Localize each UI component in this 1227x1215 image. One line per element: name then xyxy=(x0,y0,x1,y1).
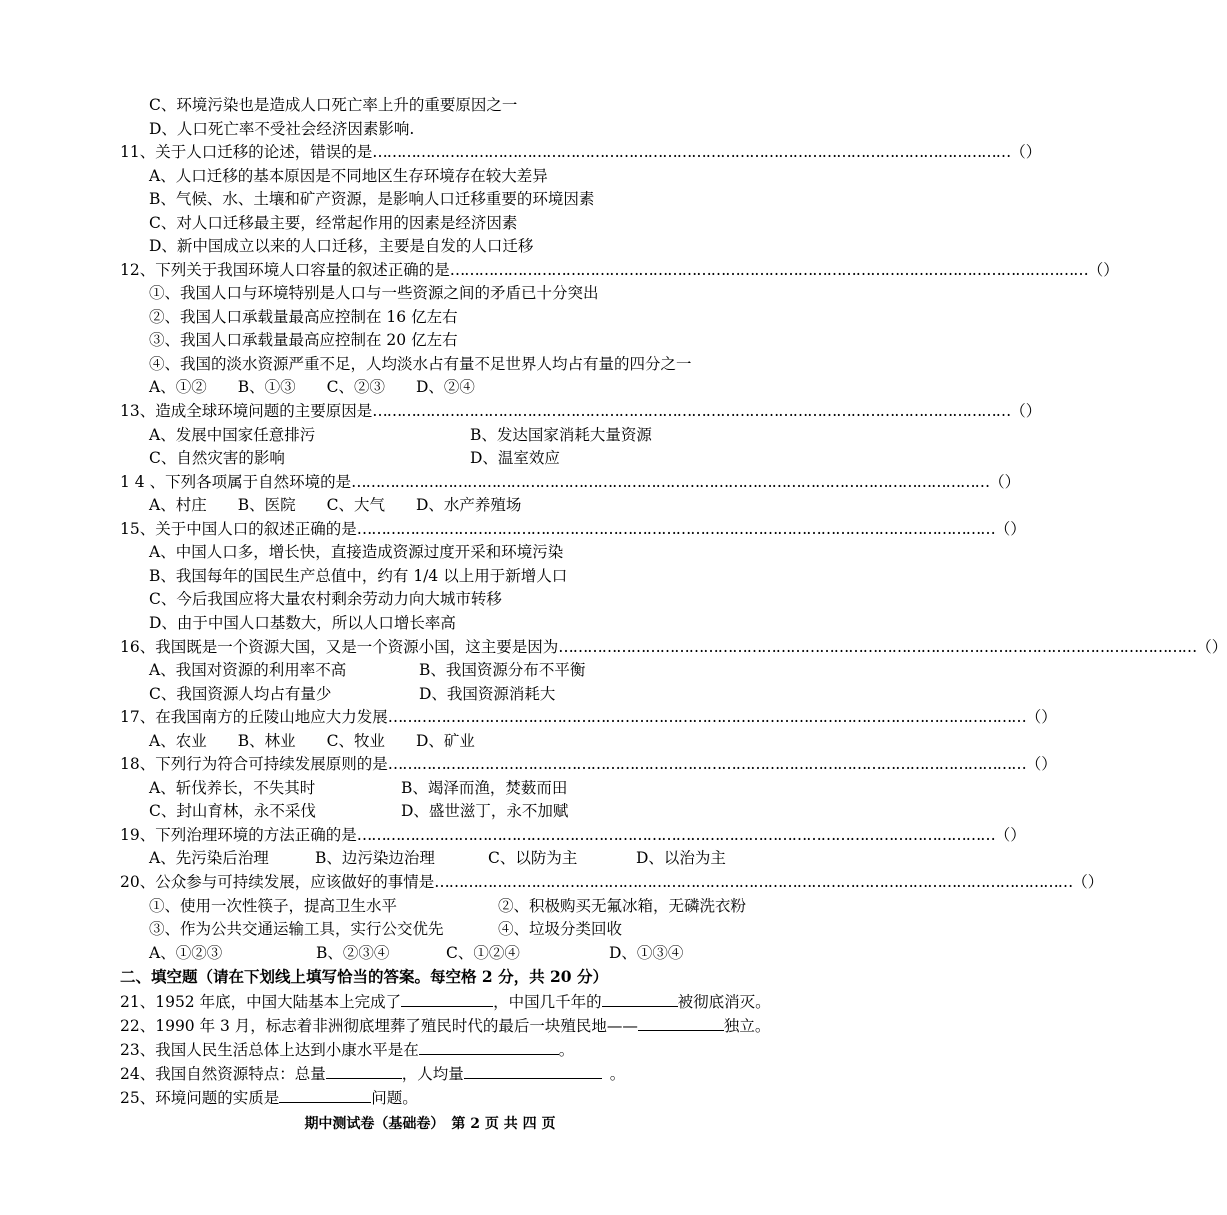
answer-blank[interactable] xyxy=(602,990,678,1007)
answer-parentheses: （ ） xyxy=(1025,708,1057,726)
q18-option-b: B、竭泽而渔，焚薮而田 xyxy=(401,779,568,797)
q12-statement-4: ④、我国的淡水资源严重不足，人均淡水占有量不足世界人均占有量的四分之一 xyxy=(149,355,692,373)
answer-parentheses: （ ） xyxy=(994,826,1026,844)
answer-blank[interactable] xyxy=(279,1086,371,1103)
section-2-title: 二、填空题（请在下划线上填写恰当的答案。每空格 2 分，共 20 分） xyxy=(120,967,608,986)
q18-stem-row xyxy=(120,753,1057,775)
leader-dots: …………………………………………………………………………………………………………………… xyxy=(356,520,995,538)
leader-dots: …………………………………………………………………………………………………………………… xyxy=(434,873,1073,891)
q19-option-d: D、以治为主 xyxy=(636,849,726,867)
answer-blank[interactable] xyxy=(401,990,493,1007)
leader-dots: …………………………………………………………………………………………………………………… xyxy=(372,143,1011,161)
q20-option-a: A、①②③ xyxy=(149,944,223,962)
q14-stem-row xyxy=(120,471,1021,493)
q20-stem: 20、公众参与可持续发展，应该做好的事情是 xyxy=(120,873,435,891)
q17-options: A、农业 B、林业 C、牧业 D、矿业 xyxy=(149,732,475,750)
q13-stem-row xyxy=(120,400,1042,422)
q11-stem-row xyxy=(120,141,1042,163)
q18-option-c: C、封山育林，永不采伐 xyxy=(149,802,316,820)
page-footer: 期中测试卷（基础卷） 第 2 页 共 四 页 xyxy=(304,1116,556,1132)
q20-statement-1: ①、使用一次性筷子，提高卫生水平 xyxy=(149,897,398,915)
q13-option-b: B、发达国家消耗大量资源 xyxy=(470,426,652,444)
q18-option-d: D、盛世滋丁，永不加赋 xyxy=(401,802,569,820)
q12-stem: 12、下列关于我国环境人口容量的叙述正确的是 xyxy=(120,261,450,279)
leader-dots: …………………………………………………………………………………………………………………… xyxy=(387,755,1026,773)
q16-stem-row xyxy=(120,636,1227,658)
q23: 23、我国人民生活总体上达到小康水平是在 。 xyxy=(120,1038,574,1061)
q11-option-c: C、对人口迁移最主要，经常起作用的因素是经济因素 xyxy=(149,214,518,232)
q17-stem-row xyxy=(120,706,1057,728)
leader-dots: …………………………………………………………………………………………………………………… xyxy=(449,261,1088,279)
q16-stem: 16、我国既是一个资源大国，又是一个资源小国，这主要是因为 xyxy=(120,638,559,656)
q16-option-b: B、我国资源分布不平衡 xyxy=(419,661,586,679)
q16-option-a: A、我国对资源的利用率不高 xyxy=(149,661,347,679)
q11-option-d: D、新中国成立以来的人口迁移，主要是自发的人口迁移 xyxy=(149,237,534,255)
answer-parentheses: （ ） xyxy=(1196,638,1227,656)
answer-blank[interactable] xyxy=(638,1014,724,1031)
answer-parentheses: （ ） xyxy=(1010,143,1042,161)
leader-dots: …………………………………………………………………………………………………………………… xyxy=(558,638,1197,656)
leader-dots: …………………………………………………………………………………………………………………… xyxy=(351,473,990,491)
q21: 21、1952 年底，中国大陆基本上完成了 ，中国几千年的 被彻底消灭。 xyxy=(120,990,771,1013)
q13-option-a: A、发展中国家任意排污 xyxy=(149,426,316,444)
q17-stem: 17、在我国南方的丘陵山地应大力发展 xyxy=(120,708,388,726)
q12-options: A、①② B、①③ C、②③ D、②④ xyxy=(149,378,475,396)
q18-stem: 18、下列行为符合可持续发展原则的是 xyxy=(120,755,388,773)
q20-option-b: B、②③④ xyxy=(316,944,390,962)
q14-options: A、村庄 B、医院 C、大气 D、水产养殖场 xyxy=(149,496,522,514)
q24: 24、我国自然资源特点：总量 ，人均量 。 xyxy=(120,1062,625,1085)
answer-blank[interactable] xyxy=(326,1062,402,1079)
q16-option-d: D、我国资源消耗大 xyxy=(419,685,556,703)
leader-dots: …………………………………………………………………………………………………………………… xyxy=(372,402,1011,420)
q14-stem: 1 4 、下列各项属于自然环境的是 xyxy=(120,473,352,491)
q19-stem-row xyxy=(120,824,1026,846)
q15-option-b: B、我国每年的国民生产总值中，约有 1/4 以上用于新增人口 xyxy=(149,567,568,585)
q16-option-c: C、我国资源人均占有量少 xyxy=(149,685,332,703)
q12-statement-2: ②、我国人口承载量最高应控制在 16 亿左右 xyxy=(149,308,458,326)
q13-option-d: D、温室效应 xyxy=(470,449,560,467)
q15-stem: 15、关于中国人口的叙述正确的是 xyxy=(120,520,357,538)
q22: 22、1990 年 3 月，标志着非洲彻底埋葬了殖民时代的最后一块殖民地—— 独立。 xyxy=(120,1014,770,1037)
q19-option-b: B、边污染边治理 xyxy=(315,849,435,867)
q15-option-a: A、中国人口多，增长快，直接造成资源过度开采和环境污染 xyxy=(149,543,564,561)
q13-option-c: C、自然灾害的影响 xyxy=(149,449,285,467)
q11-option-a: A、人口迁移的基本原因是不同地区生存环境存在较大差异 xyxy=(149,167,548,185)
q15-option-d: D、由于中国人口基数大，所以人口增长率高 xyxy=(149,614,456,632)
q19-stem: 19、下列治理环境的方法正确的是 xyxy=(120,826,357,844)
leader-dots: …………………………………………………………………………………………………………………… xyxy=(387,708,1026,726)
answer-parentheses: （ ） xyxy=(1025,755,1057,773)
q25: 25、环境问题的实质是 问题。 xyxy=(120,1086,418,1109)
q10-option-d: D、人口死亡率不受社会经济因素影响. xyxy=(149,120,415,138)
q11-stem: 11、关于人口迁移的论述，错误的是 xyxy=(120,143,373,161)
answer-parentheses: （ ） xyxy=(1010,402,1042,420)
q20-statement-4: ④、垃圾分类回收 xyxy=(498,920,623,938)
q18-option-a: A、斩伐养长，不失其时 xyxy=(149,779,316,797)
q20-option-c: C、①②④ xyxy=(446,944,520,962)
answer-parentheses: （ ） xyxy=(994,520,1026,538)
q20-stem-row xyxy=(120,871,1104,893)
q15-stem-row xyxy=(120,518,1026,540)
answer-parentheses: （ ） xyxy=(989,473,1021,491)
q20-option-d: D、①③④ xyxy=(609,944,684,962)
q13-stem: 13、造成全球环境问题的主要原因是 xyxy=(120,402,373,420)
leader-dots: …………………………………………………………………………………………………………………… xyxy=(356,826,995,844)
answer-blank[interactable] xyxy=(419,1038,559,1055)
q20-statement-3: ③、作为公共交通运输工具，实行公交优先 xyxy=(149,920,444,938)
q10-option-c: C、环境污染也是造成人口死亡率上升的重要原因之一 xyxy=(149,96,518,114)
q12-statement-3: ③、我国人口承载量最高应控制在 20 亿左右 xyxy=(149,331,458,349)
answer-blank[interactable] xyxy=(464,1062,602,1079)
q12-statement-1: ①、我国人口与环境特别是人口与一些资源之间的矛盾已十分突出 xyxy=(149,284,599,302)
q11-option-b: B、气候、水、土壤和矿产资源，是影响人口迁移重要的环境因素 xyxy=(149,190,595,208)
q19-option-a: A、先污染后治理 xyxy=(149,849,269,867)
q15-option-c: C、今后我国应将大量农村剩余劳动力向大城市转移 xyxy=(149,590,502,608)
q12-stem-row xyxy=(120,259,1119,281)
q20-statement-2: ②、积极购买无氟冰箱，无磷洗衣粉 xyxy=(498,897,747,915)
q19-option-c: C、以防为主 xyxy=(488,849,578,867)
answer-parentheses: （ ） xyxy=(1072,873,1104,891)
answer-parentheses: （ ） xyxy=(1087,261,1119,279)
